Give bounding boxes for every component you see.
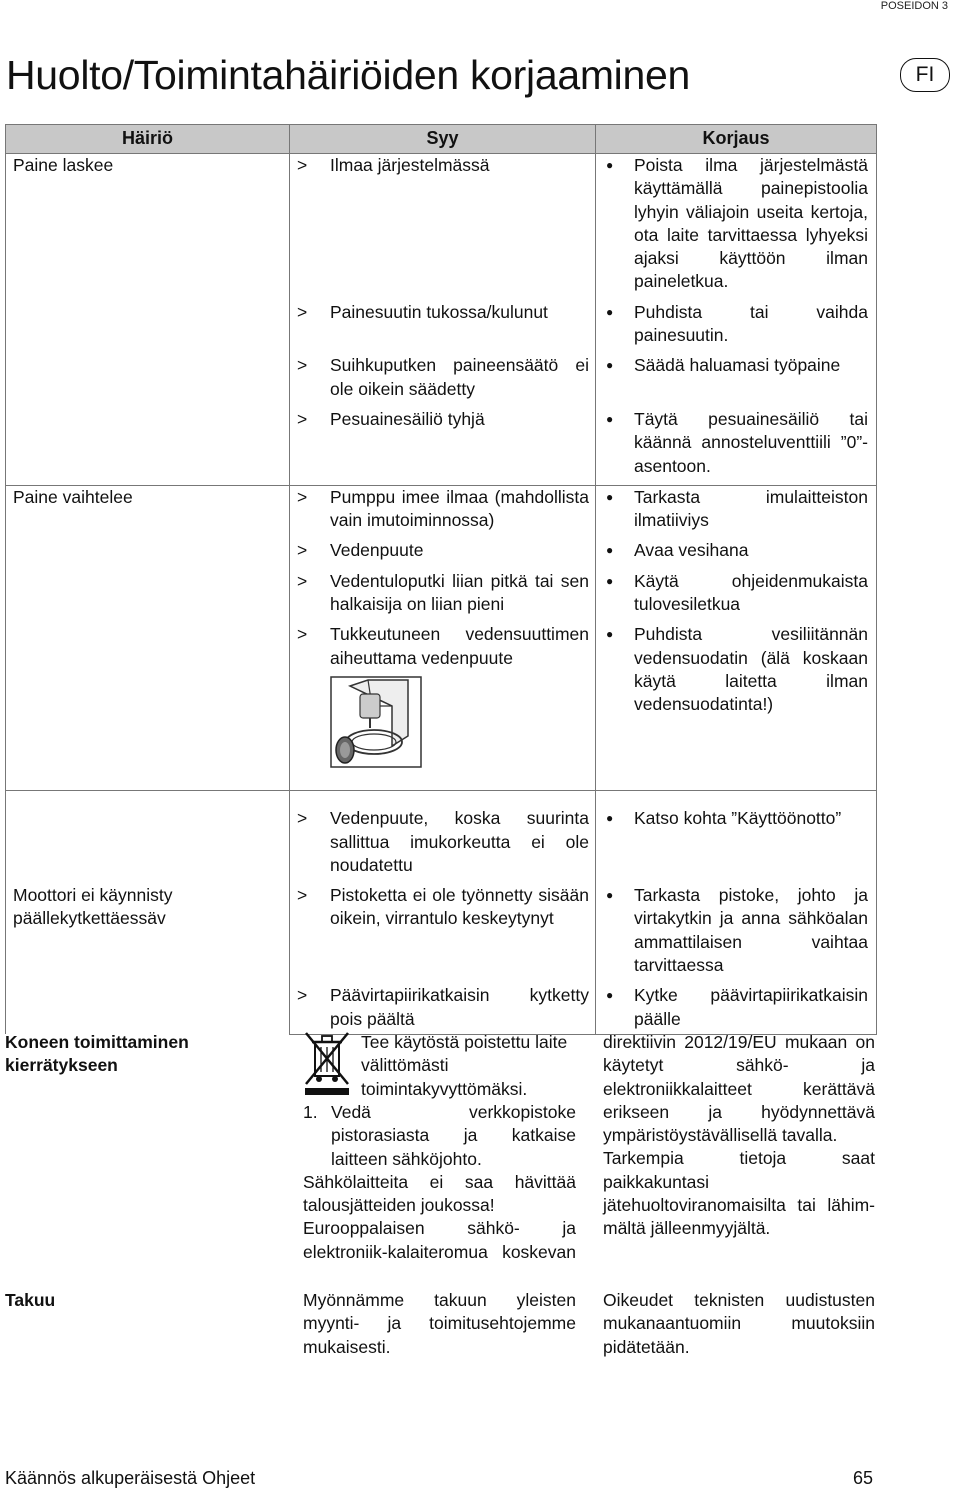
fault-cause: Pesuainesäiliö tyhjä <box>330 408 485 429</box>
fault-remedy: Poista ilma järjestelmästä käyttämällä painepistoolia lyhyin väliajoin useita kertoja, ota laite tarvittaessa lyhyeksi ajaksi käyttöön ilman paineletkua. <box>634 155 868 292</box>
warranty-text: Oikeudet teknisten uudistusten mukanaantuomiin muutoksiin pidätetään. <box>603 1290 875 1357</box>
fault-cause: Suihkuputken paineensäätö ei ole oikein säädetty <box>330 355 589 399</box>
fault-symptom: Moottori ei käynnisty päällekytkettäessäv <box>13 885 173 929</box>
table-row: Paine vaihtelee > Pumppu imee ilmaa (mahdollista vain imutoiminnossa) ● Tarkasta imulaitteiston ilmatiiviys <box>6 485 877 539</box>
fault-cause: Vedenpuute <box>330 540 424 561</box>
disposal-step-number: 1. <box>303 1102 318 1122</box>
language-badge: FI <box>900 58 950 92</box>
column-header-cause: Syy <box>290 125 596 154</box>
water-filter-illustration <box>330 676 422 768</box>
fault-remedy: Avaa vesihana <box>634 540 749 561</box>
table-row: > Suihkuputken paineensäätö ei ole oikein säädetty ● Säädä haluamasi työpaine <box>6 354 877 408</box>
disposal-paragraph: Tarkempia tietoja saat paikkakuntasi jätehuoltoviranomaisilta tai lähim-mältä jälleenmyyjältä. <box>603 1148 875 1239</box>
disposal-step: Vedä verkkopistoke pistorasiasta ja katkaise laitteen sähköjohto. <box>331 1102 576 1169</box>
table-row: Moottori ei käynnisty päällekytkettäessäv > Pistoketta ei ole työnnetty sisään oikein, virrantulo keskeytynyt ● Tarkasta pistoke, johto ja virtakytkin ja anna sähköalan ammattilaisen vaihtaa tarvittaessa <box>6 884 877 984</box>
column-header-remedy: Korjaus <box>596 125 877 154</box>
disposal-paragraph: Sähkölaitteita ei saa hävittää talousjätteiden joukossa! <box>303 1171 576 1216</box>
fault-remedy: Tarkasta pistoke, johto ja virtakytkin ja anna sähköalan ammattilaisen vaihtaa tarvittaessa <box>634 885 868 976</box>
table-row: > Vedenpuute ● Avaa vesihana <box>6 539 877 569</box>
page-number: 65 <box>853 1468 874 1488</box>
fault-symptom: Paine vaihtelee <box>13 486 133 507</box>
table-row: Paine laskee > Ilmaa järjestelmässä ● Poista ilma järjestelmästä käyttämällä painepistoolia lyhyin väliajoin useita kertoja, ota laite tarvittaessa lyhyeksi ajaksi käyttöön ilman paineletkua. <box>6 154 877 301</box>
disposal-paragraph: direktiivin 2012/19/EU mukaan on käytetyt sähkö- ja elektroniikkalaitteet kerättävä erikseen ja hyödynnettävä ympäristöystävällisellä tavalla. <box>603 1032 875 1146</box>
table-row: > Päävirtapiirikatkaisin kytketty pois päältä ● Kytke päävirtapiirikatkaisin päälle <box>6 984 877 1034</box>
column-header-fault: Häiriö <box>6 125 290 154</box>
fault-remedy: Tarkasta imulaitteiston ilmatiiviys <box>634 486 868 531</box>
fault-cause: Vedentuloputki liian pitkä tai sen halkaisija on liian pieni <box>330 570 589 615</box>
fault-remedy: Säädä haluamasi työpaine <box>634 355 841 376</box>
fault-cause: Vedenpuute, koska suurinta sallittua imukorkeutta ei ole noudatettu <box>330 808 589 875</box>
fault-remedy: Puhdista tai vaihda painesuutin. <box>634 301 868 346</box>
weee-crossed-bin-icon <box>303 1030 351 1096</box>
fault-remedy: Täytä pesuainesäiliö tai käännä annosteluventtiili ”0”-asentoon. <box>634 408 868 476</box>
fault-remedy: Katso kohta ”Käyttöönotto” <box>634 808 842 829</box>
fault-cause: Ilmaa järjestelmässä <box>330 155 490 175</box>
footer-note: Käännös alkuperäisestä Ohjeet <box>5 1468 256 1488</box>
fault-remedy: Kytke päävirtapiirikatkaisin päälle <box>634 985 868 1029</box>
table-row: > Painesuutin tukossa/kulunut ● Puhdista tai vaihda painesuutin. <box>6 301 877 355</box>
page-title: Huolto/Toimintahäiriöiden korjaaminen <box>6 52 690 98</box>
disposal-intro: Tee käytöstä poistettu laite välittömästi toimintakyvyttömäksi. <box>361 1032 568 1099</box>
model-name: POSEIDON 3 <box>880 0 948 12</box>
fault-cause: Pumppu imee ilmaa (mahdollista vain imutoiminnossa) <box>330 486 589 531</box>
disposal-heading: Koneen toimittaminen kierrätykseen <box>5 1032 189 1076</box>
fault-remedy: Puhdista vesiliitännän vedensuodatin (älä koskaan käytä laitetta ilman vedensuodatinta!) <box>634 624 868 715</box>
table-row: > Pesuainesäiliö tyhjä ● Täytä pesuainesäiliö tai käännä annosteluventtiili ”0”-asentoon. <box>6 408 877 485</box>
disposal-paragraph: Eurooppalaisen sähkö- ja elektroniik-kalaiteromua koskevan <box>303 1218 576 1262</box>
fault-cause: Päävirtapiirikatkaisin kytketty pois päältä <box>330 985 589 1029</box>
fault-cause: Painesuutin tukossa/kulunut <box>330 301 548 322</box>
warranty-text: Myönnämme takuun yleisten myynti- ja toimitusehtojemme mukaisesti. <box>303 1290 576 1357</box>
fault-remedy: Käytä ohjeidenmukaista tulovesiletkua <box>634 570 868 615</box>
fault-symptom: Paine laskee <box>13 155 114 175</box>
table-row: > Vedentuloputki liian pitkä tai sen halkaisija on liian pieni ● Käytä ohjeidenmukaista tulovesiletkua <box>6 570 877 624</box>
table-row: > Tukkeutuneen vedensuuttimen aiheuttama vedenpuute ● Puhdista vesiliitännän vedensuodatin (älä koskaan käytä laitetta ilman vedensuodatinta!) <box>6 623 877 790</box>
troubleshooting-table <box>5 124 877 1035</box>
warranty-heading: Takuu <box>5 1290 56 1310</box>
fault-cause: Tukkeutuneen vedensuuttimen aiheuttama vedenpuute <box>330 624 589 668</box>
fault-cause: Pistoketta ei ole työnnetty sisään oikein, virrantulo keskeytynyt <box>330 885 589 929</box>
table-row: > Vedenpuute, koska suurinta sallittua imukorkeutta ei ole noudatettu ● Katso kohta ”Käyttöönotto” <box>6 791 877 884</box>
